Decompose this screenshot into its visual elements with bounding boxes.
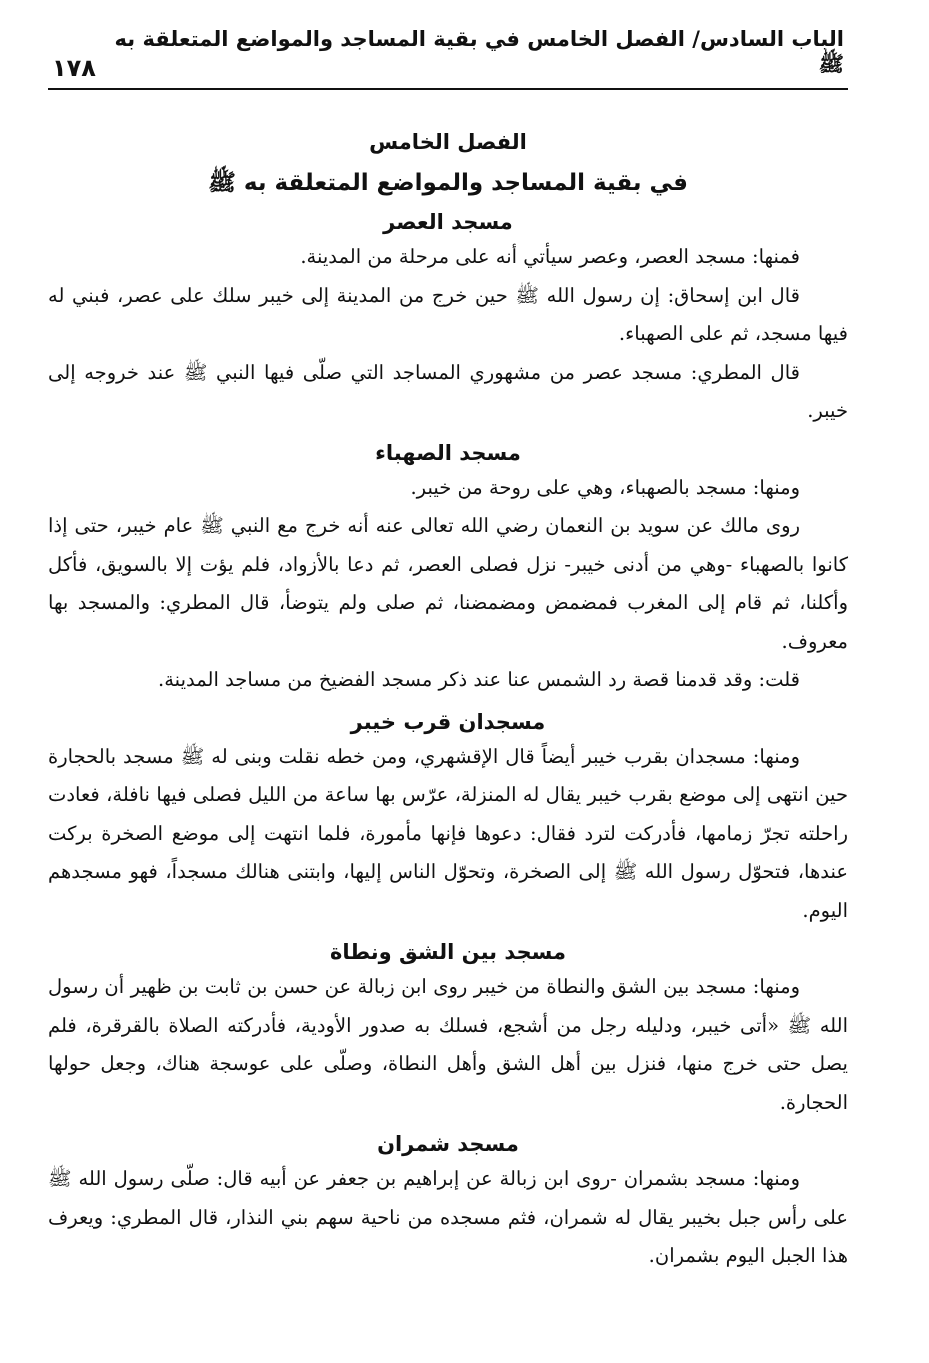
chapter-subtitle: في بقية المساجد والمواضع المتعلقة به ﷺ [208,170,688,196]
paragraph: ومنها: مسجد بين الشق والنطاة من خيبر روى ابن زبالة عن حسن بن ثابت بن ظهير أن رسول الله ﷺ «أتى خيبر، ودليله رجل من أشجع، فسلك به صدور الأودية، فأدركته الصلاة بالقرقرة، فلم يصل حتى خرج منها، فنزل بين أهل الشق وأهل النطاة، وصلّى على عوسجة هناك، وجعل حولها الحجارة. [48,975,848,1114]
paragraph: ومنها: مسجدان بقرب خيبر أيضاً قال الإقشهري، ومن خطه نقلت وبنى له ﷺ مسجد بالحجارة حين انتهى إلى موضع بقرب خيبر يقال له المنزلة، عرّس بها ساعة من الليل فصلى فيها نافلة، فعادت راحلته تجرّ زمامها، فأدركت لترد فقال: دعوها فإنها مأمورة، فلما انتهت إلى موضع الصخرة بركت عندها، فتحوّل رسول الله ﷺ إلى الصخرة، وتحوّل الناس إليها، وابتنى هنالك مسجداً، فهو مسجدهم اليوم. [48,744,848,922]
running-head [48,27,848,90]
section-masjid-shamran [48,1128,848,1276]
book-page [48,27,848,1334]
paragraph: قال ابن إسحاق: إن رسول الله ﷺ حين خرج من المدينة إلى خيبر سلك على عصر، فبني له فيها مسجد، ثم على الصهباء. [48,283,848,345]
paragraph: ومنها: مسجد بشمران -روى ابن زبالة عن إبراهيم بن جعفر عن أبيه قال: صلّى رسول الله ﷺ على رأس جبل بخيبر يقال له شمران، فثم مسجده من ناحية سهم بني النذار، قال المطري: ويعرف هذا الجبل اليوم بشمران. [48,1167,848,1267]
section-heading: مسجد شمران [377,1132,519,1156]
paragraph: ومنها: مسجد بالصهباء، وهي على روحة من خيبر. [410,475,800,499]
paragraph: قلت: وقد قدمنا قصة رد الشمس عنا عند ذكر مسجد الفضيخ من مساجد المدينة. [158,668,800,691]
paragraph: روى مالك عن سويد بن النعمان رضي الله تعالى عنه أنه خرج مع النبي ﷺ عام خيبر، حتى إذا كانوا بالصهباء -وهي من أدنى خيبر- نزل فصلى العصر، ثم دعا بالأزواد، فلم يؤت إلا بالسويق، فأكل وأكلنا، ثم قام إلى المغرب فمضمض ومضمضنا، ثم صلى ولم يتوضأ، قال المطري: والمسجد بها معروف. [48,514,848,653]
running-head-title: الباب السادس/ الفصل الخامس في بقية المساجد والمواضع المتعلقة به ﷺ [114,27,844,76]
paragraph: فمنها: مسجد العصر، وعصر سيأتي أنه على مرحلة من المدينة. [300,245,800,268]
section-masjid-al-asr [48,206,848,431]
section-heading: مسجدان قرب خيبر [350,709,546,734]
chapter-title: الفصل الخامس [369,130,527,154]
page-number: ١٧٨ [52,54,96,82]
section-heading: مسجد العصر [383,210,513,234]
paragraph: قال المطري: مسجد عصر من مشهوري المساجد التي صلّى فيها النبي ﷺ عند خروجه إلى خيبر. [48,360,848,422]
section-heading: مسجد الصهباء [375,440,521,465]
section-two-mosques-near-khaybar [48,706,848,931]
section-heading: مسجد بين الشق ونطاة [330,940,566,964]
section-masjid-al-sahba [48,437,848,700]
section-mosque-between-shaq-and-natat [48,936,848,1122]
